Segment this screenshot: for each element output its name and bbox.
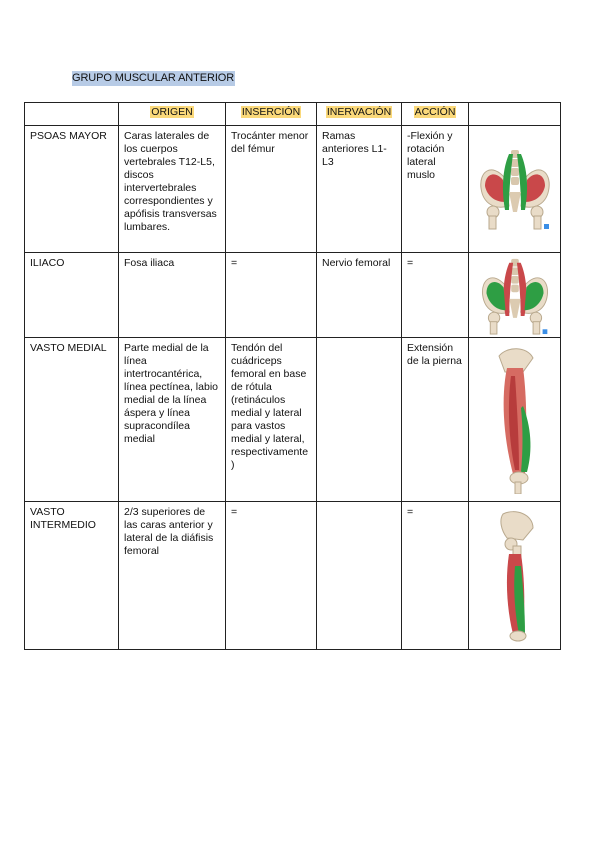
cell-origen: Parte medial de la línea intertrocantérica, línea pectínea, labio medial de la línea áspera y línea supracondílea medial (119, 338, 226, 502)
cell-inervacion: Ramas anteriores L1-L3 (317, 126, 402, 253)
cell-accion: Extensión de la pierna (402, 338, 469, 502)
muscle-table (24, 102, 561, 650)
cell-accion: = (402, 253, 469, 338)
header-blank (25, 103, 119, 126)
cell-origen: Caras laterales de los cuerpos vertebrales T12-L5, discos intervertebrales correspondientes y apófisis transversas lumbares. (119, 126, 226, 253)
pelvis-psoas-illustration-icon (475, 148, 555, 230)
cell-insercion: = (226, 502, 317, 650)
table-header-row (25, 103, 561, 126)
cell-musculo: PSOAS MAYOR (25, 126, 119, 253)
header-imagen (469, 103, 561, 126)
cell-musculo: VASTO MEDIAL (25, 338, 119, 502)
document-title: GRUPO MUSCULAR ANTERIOR (72, 72, 235, 84)
thigh-vasto-medial-illustration-icon (483, 346, 561, 494)
cell-inervacion (317, 338, 402, 502)
cell-musculo: VASTO INTERMEDIO (25, 502, 119, 650)
table-row (25, 502, 561, 650)
cell-insercion: Tendón del cuádriceps femoral en base de rótula (retináculos medial y lateral para vastos medial y lateral, respectivamente) (226, 338, 317, 502)
table-row (25, 126, 561, 253)
header-accion: ACCIÓN (402, 103, 469, 126)
cell-image (469, 253, 561, 338)
cell-image (469, 126, 561, 253)
cell-inervacion: Nervio femoral (317, 253, 402, 338)
cell-origen: 2/3 superiores de las caras anterior y lateral de la diáfisis femoral (119, 502, 226, 650)
thigh-vasto-intermedio-illustration-icon (483, 510, 561, 644)
cell-image (469, 502, 561, 650)
header-origen: ORIGEN (119, 103, 226, 126)
table-row (25, 253, 561, 338)
cell-inervacion (317, 502, 402, 650)
pelvis-iliaco-illustration-icon (475, 257, 555, 335)
cell-accion: -Flexión y rotación lateral muslo (402, 126, 469, 253)
table-row (25, 338, 561, 502)
header-inervacion: INERVACIÓN (317, 103, 402, 126)
cell-insercion: Trocánter menor del fémur (226, 126, 317, 253)
cell-musculo: ILIACO (25, 253, 119, 338)
cell-origen: Fosa iliaca (119, 253, 226, 338)
header-insercion: INSERCIÓN (226, 103, 317, 126)
cell-insercion: = (226, 253, 317, 338)
cell-accion: = (402, 502, 469, 650)
cell-image (469, 338, 561, 502)
